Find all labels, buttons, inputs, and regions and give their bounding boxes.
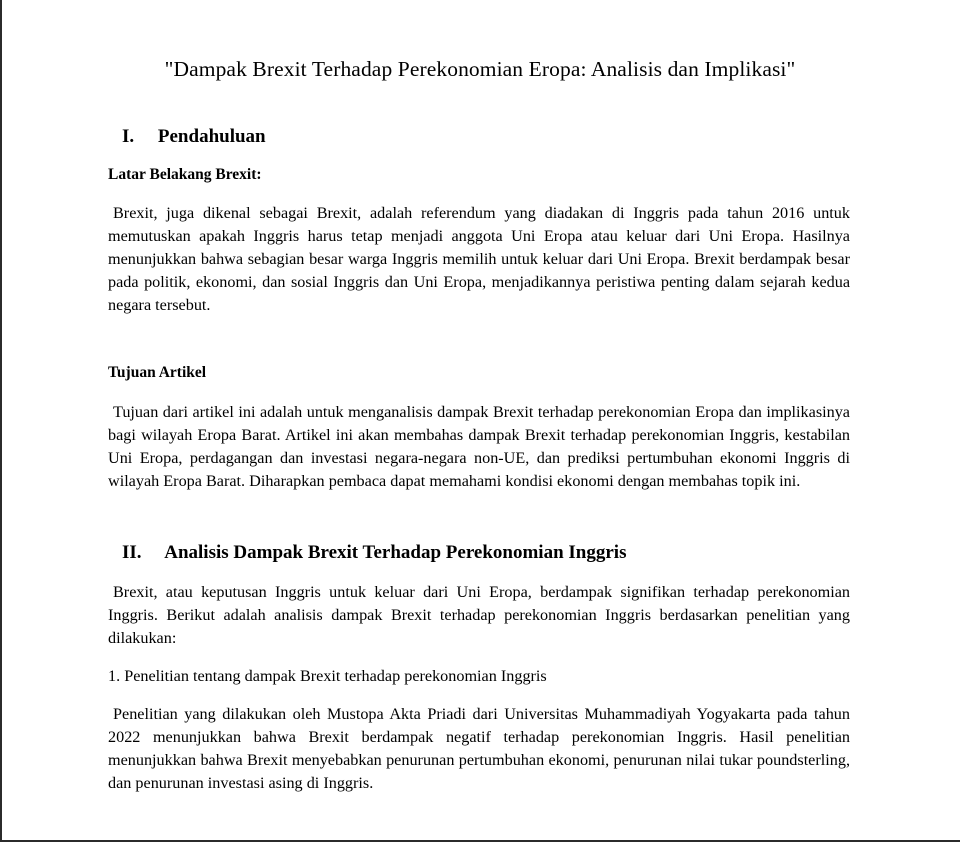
section-heading-i: I. Pendahuluan bbox=[122, 125, 266, 147]
spacer bbox=[108, 384, 850, 401]
spacer bbox=[108, 317, 850, 363]
subheading-latar-belakang-brexit: Latar Belakang Brexit: bbox=[108, 165, 262, 183]
document-body bbox=[108, 125, 850, 795]
paragraph-analisis-intro: Brexit, atau keputusan Inggris untuk keluar dari Uni Eropa, berdampak signifikan terhadap perekonomian Inggris. Berikut adalah analisis dampak Brexit terhadap perekonomian Inggris berdasarkan penelitian yang dilakukan: bbox=[108, 583, 850, 648]
spacer bbox=[108, 493, 850, 541]
spacer bbox=[108, 688, 850, 703]
list-item-penelitian-1: 1. Penelitian tentang dampak Brexit terhadap perekonomian Inggris bbox=[108, 667, 547, 686]
spacer bbox=[108, 185, 850, 202]
spacer bbox=[0, 83, 960, 125]
document-title: "Dampak Brexit Terhadap Perekonomian Eropa: Analisis dan Implikasi" bbox=[164, 57, 796, 81]
spacer bbox=[108, 565, 850, 581]
section-heading-ii: II. Analisis Dampak Brexit Terhadap Perekonomian Inggris bbox=[122, 541, 627, 563]
paragraph-latar-belakang-brexit: Brexit, juga dikenal sebagai Brexit, adalah referendum yang diadakan di Inggris pada tahun 2016 untuk memutuskan apakah Inggris harus tetap menjadi anggota Uni Eropa atau keluar dari Uni Eropa. Hasilnya menunjukkan bahwa sebagian besar warga Inggris memilih untuk keluar dari Uni Eropa. Brexit berdampak besar pada politik, ekonomi, dan sosial Inggris dan Uni Eropa, menjadikannya peristiwa penting dalam sejarah kedua negara tersebut. bbox=[108, 204, 850, 315]
spacer bbox=[108, 150, 850, 165]
paragraph-penelitian-mustopa: Penelitian yang dilakukan oleh Mustopa Akta Priadi dari Universitas Muhammadiyah Yogyakarta pada tahun 2022 menunjukkan bahwa Brexit berdampak negatif terhadap perekonomian Inggris. Hasil penelitian menunjukkan bahwa Brexit menyebabkan penurunan pertumbuhan ekonomi, penurunan nilai tukar poundsterling, dan penurunan investasi asing di Inggris. bbox=[108, 705, 850, 792]
spacer bbox=[108, 650, 850, 665]
paragraph-tujuan-artikel: Tujuan dari artikel ini adalah untuk menganalisis dampak Brexit terhadap perekonomian Eropa dan implikasinya bagi wilayah Eropa Barat. Artikel ini akan membahas dampak Brexit terhadap perekonomian Inggris, kestabilan Uni Eropa, perdagangan dan investasi negara-negara non-UE, dan prediksi pertumbuhan ekonomi Inggris di wilayah Eropa Barat. Diharapkan pembaca dapat memahami kondisi ekonomi dengan membahas topik ini. bbox=[108, 403, 850, 490]
subheading-tujuan-artikel: Tujuan Artikel bbox=[108, 364, 207, 382]
